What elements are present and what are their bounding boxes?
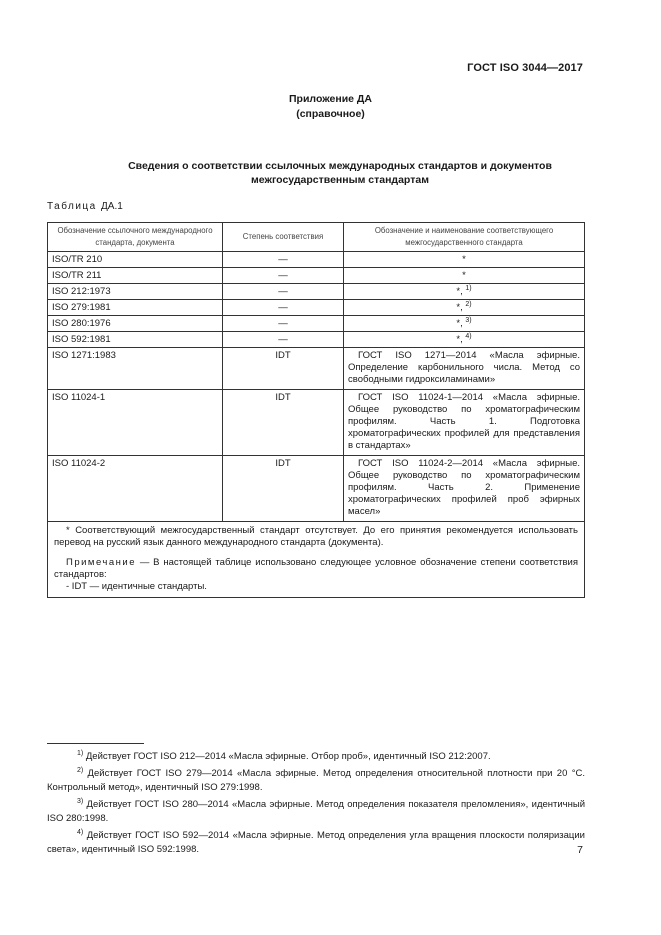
table-row [48, 456, 585, 522]
footnote-mark: 4) [77, 828, 84, 836]
footnote-ref: 4) [465, 332, 472, 340]
footnote [47, 798, 585, 827]
table-caption [47, 201, 123, 212]
table-row [48, 316, 585, 332]
footnote-mark: 3) [77, 797, 84, 805]
annex-title: Приложение ДА [289, 93, 372, 105]
ref-cell: ISO 212:1973 [48, 284, 223, 300]
footnote [47, 829, 585, 858]
ref-cell: ISO 1271:1983 [48, 348, 223, 390]
gost-cell [344, 300, 585, 316]
annex-heading [0, 92, 661, 122]
table-notes-row [48, 522, 585, 598]
gost-cell: ГОСТ ISO 11024-1—2014 «Масла эфирные. Общее руководство по хроматографическим профилям. Часть 1. Подготовка хроматографических профилей для представления в стандартах» [344, 390, 585, 456]
footnote-mark: 1) [77, 749, 84, 757]
table-row [48, 268, 585, 284]
footnote-ref: 1) [465, 284, 472, 292]
ref-cell: ISO 280:1976 [48, 316, 223, 332]
footnote-ref: 2) [465, 300, 472, 308]
gost-cell [344, 316, 585, 332]
gost-cell [344, 268, 585, 284]
document-code: ГОСТ ISO 3044—2017 [467, 62, 583, 74]
ref-cell: ISO/TR 211 [48, 268, 223, 284]
table-row [48, 300, 585, 316]
section-title [60, 159, 620, 187]
footnote-divider [47, 743, 144, 744]
header-ref-standard: Обозначение ссылочного международного стандарта, документа [48, 223, 223, 252]
gost-mark: *, [456, 334, 463, 345]
gost-cell [344, 332, 585, 348]
ref-cell: ISO 279:1981 [48, 300, 223, 316]
degree-cell: IDT [223, 348, 344, 390]
gost-cell: ГОСТ ISO 11024-2—2014 «Масла эфирные. Общее руководство по хроматографическим профилям. Часть 2. Применение хроматографических профилей проб эфирных масел» [344, 456, 585, 522]
table-row [48, 348, 585, 390]
table-row [48, 252, 585, 268]
footnote-text: Действует ГОСТ ISO 280—2014 «Масла эфирные. Метод определения показателя преломления», идентичный ISO 280:1998. [47, 798, 585, 824]
table-notes [48, 522, 585, 598]
table-row [48, 390, 585, 456]
ref-cell: ISO 11024-1 [48, 390, 223, 456]
footnote-text: Действует ГОСТ ISO 592—2014 «Масла эфирные. Метод определения угла вращения плоскости поляризации света», идентичный ISO 592:1998. [47, 829, 585, 855]
footnotes [47, 750, 585, 860]
degree-cell: — [223, 268, 344, 284]
footnote-mark: 2) [77, 766, 84, 774]
table-note [54, 557, 578, 581]
ref-cell: ISO 592:1981 [48, 332, 223, 348]
gost-mark: *, [456, 318, 463, 329]
degree-cell: IDT [223, 390, 344, 456]
gost-cell: ГОСТ ISO 1271—2014 «Масла эфирные. Определение карбонильного числа. Метод со свободными гидроксиламинами» [344, 348, 585, 390]
note-text: — В настоящей таблице использовано следующее условное обозначение степени соответствия стандартов: [54, 557, 578, 580]
degree-cell: IDT [223, 456, 344, 522]
gost-cell [344, 284, 585, 300]
table-caption-word: Таблица [47, 201, 97, 212]
standards-table [47, 222, 585, 598]
gost-cell [344, 252, 585, 268]
section-title-line1: Сведения о соответствии ссылочных международных стандартов и документов [128, 160, 552, 172]
degree-cell: — [223, 252, 344, 268]
star-note: * Соответствующий межгосударственный стандарт отсутствует. До его принятия рекомендуется использовать перевод на русский язык данного международного стандарта (документа). [54, 525, 578, 548]
header-gost: Обозначение и наименование соответствующего межгосударственного стандарта [344, 223, 585, 252]
footnote-ref: 3) [465, 316, 472, 324]
table-row [48, 332, 585, 348]
footnote [47, 750, 585, 765]
ref-cell: ISO 11024-2 [48, 456, 223, 522]
gost-mark: * [462, 270, 466, 281]
gost-mark: * [462, 254, 466, 265]
header-degree: Степень соответствия [223, 223, 344, 252]
ref-cell: ISO/TR 210 [48, 252, 223, 268]
footnote-text: Действует ГОСТ ISO 212—2014 «Масла эфирные. Отбор проб», идентичный ISO 212:2007. [83, 751, 491, 762]
degree-cell: — [223, 284, 344, 300]
degree-cell: — [223, 332, 344, 348]
gost-mark: *, [456, 302, 463, 313]
section-title-line2: межгосударственным стандартам [251, 174, 429, 186]
footnote [47, 767, 585, 796]
degree-cell: — [223, 300, 344, 316]
gost-mark: *, [456, 286, 463, 297]
degree-cell: — [223, 316, 344, 332]
table-caption-number: ДА.1 [101, 201, 123, 212]
note-label: Примечание [66, 557, 136, 568]
table-row [48, 284, 585, 300]
table-header-row [48, 223, 585, 252]
annex-subtitle: (справочное) [296, 108, 365, 120]
footnote-text: Действует ГОСТ ISO 279—2014 «Масла эфирные. Метод определения относительной плотности при 20 °С. Контрольный метод», идентичный ISO 279:1998. [47, 767, 585, 793]
note-item: - IDT — идентичные стандарты. [66, 581, 207, 592]
page-number: 7 [577, 844, 583, 856]
